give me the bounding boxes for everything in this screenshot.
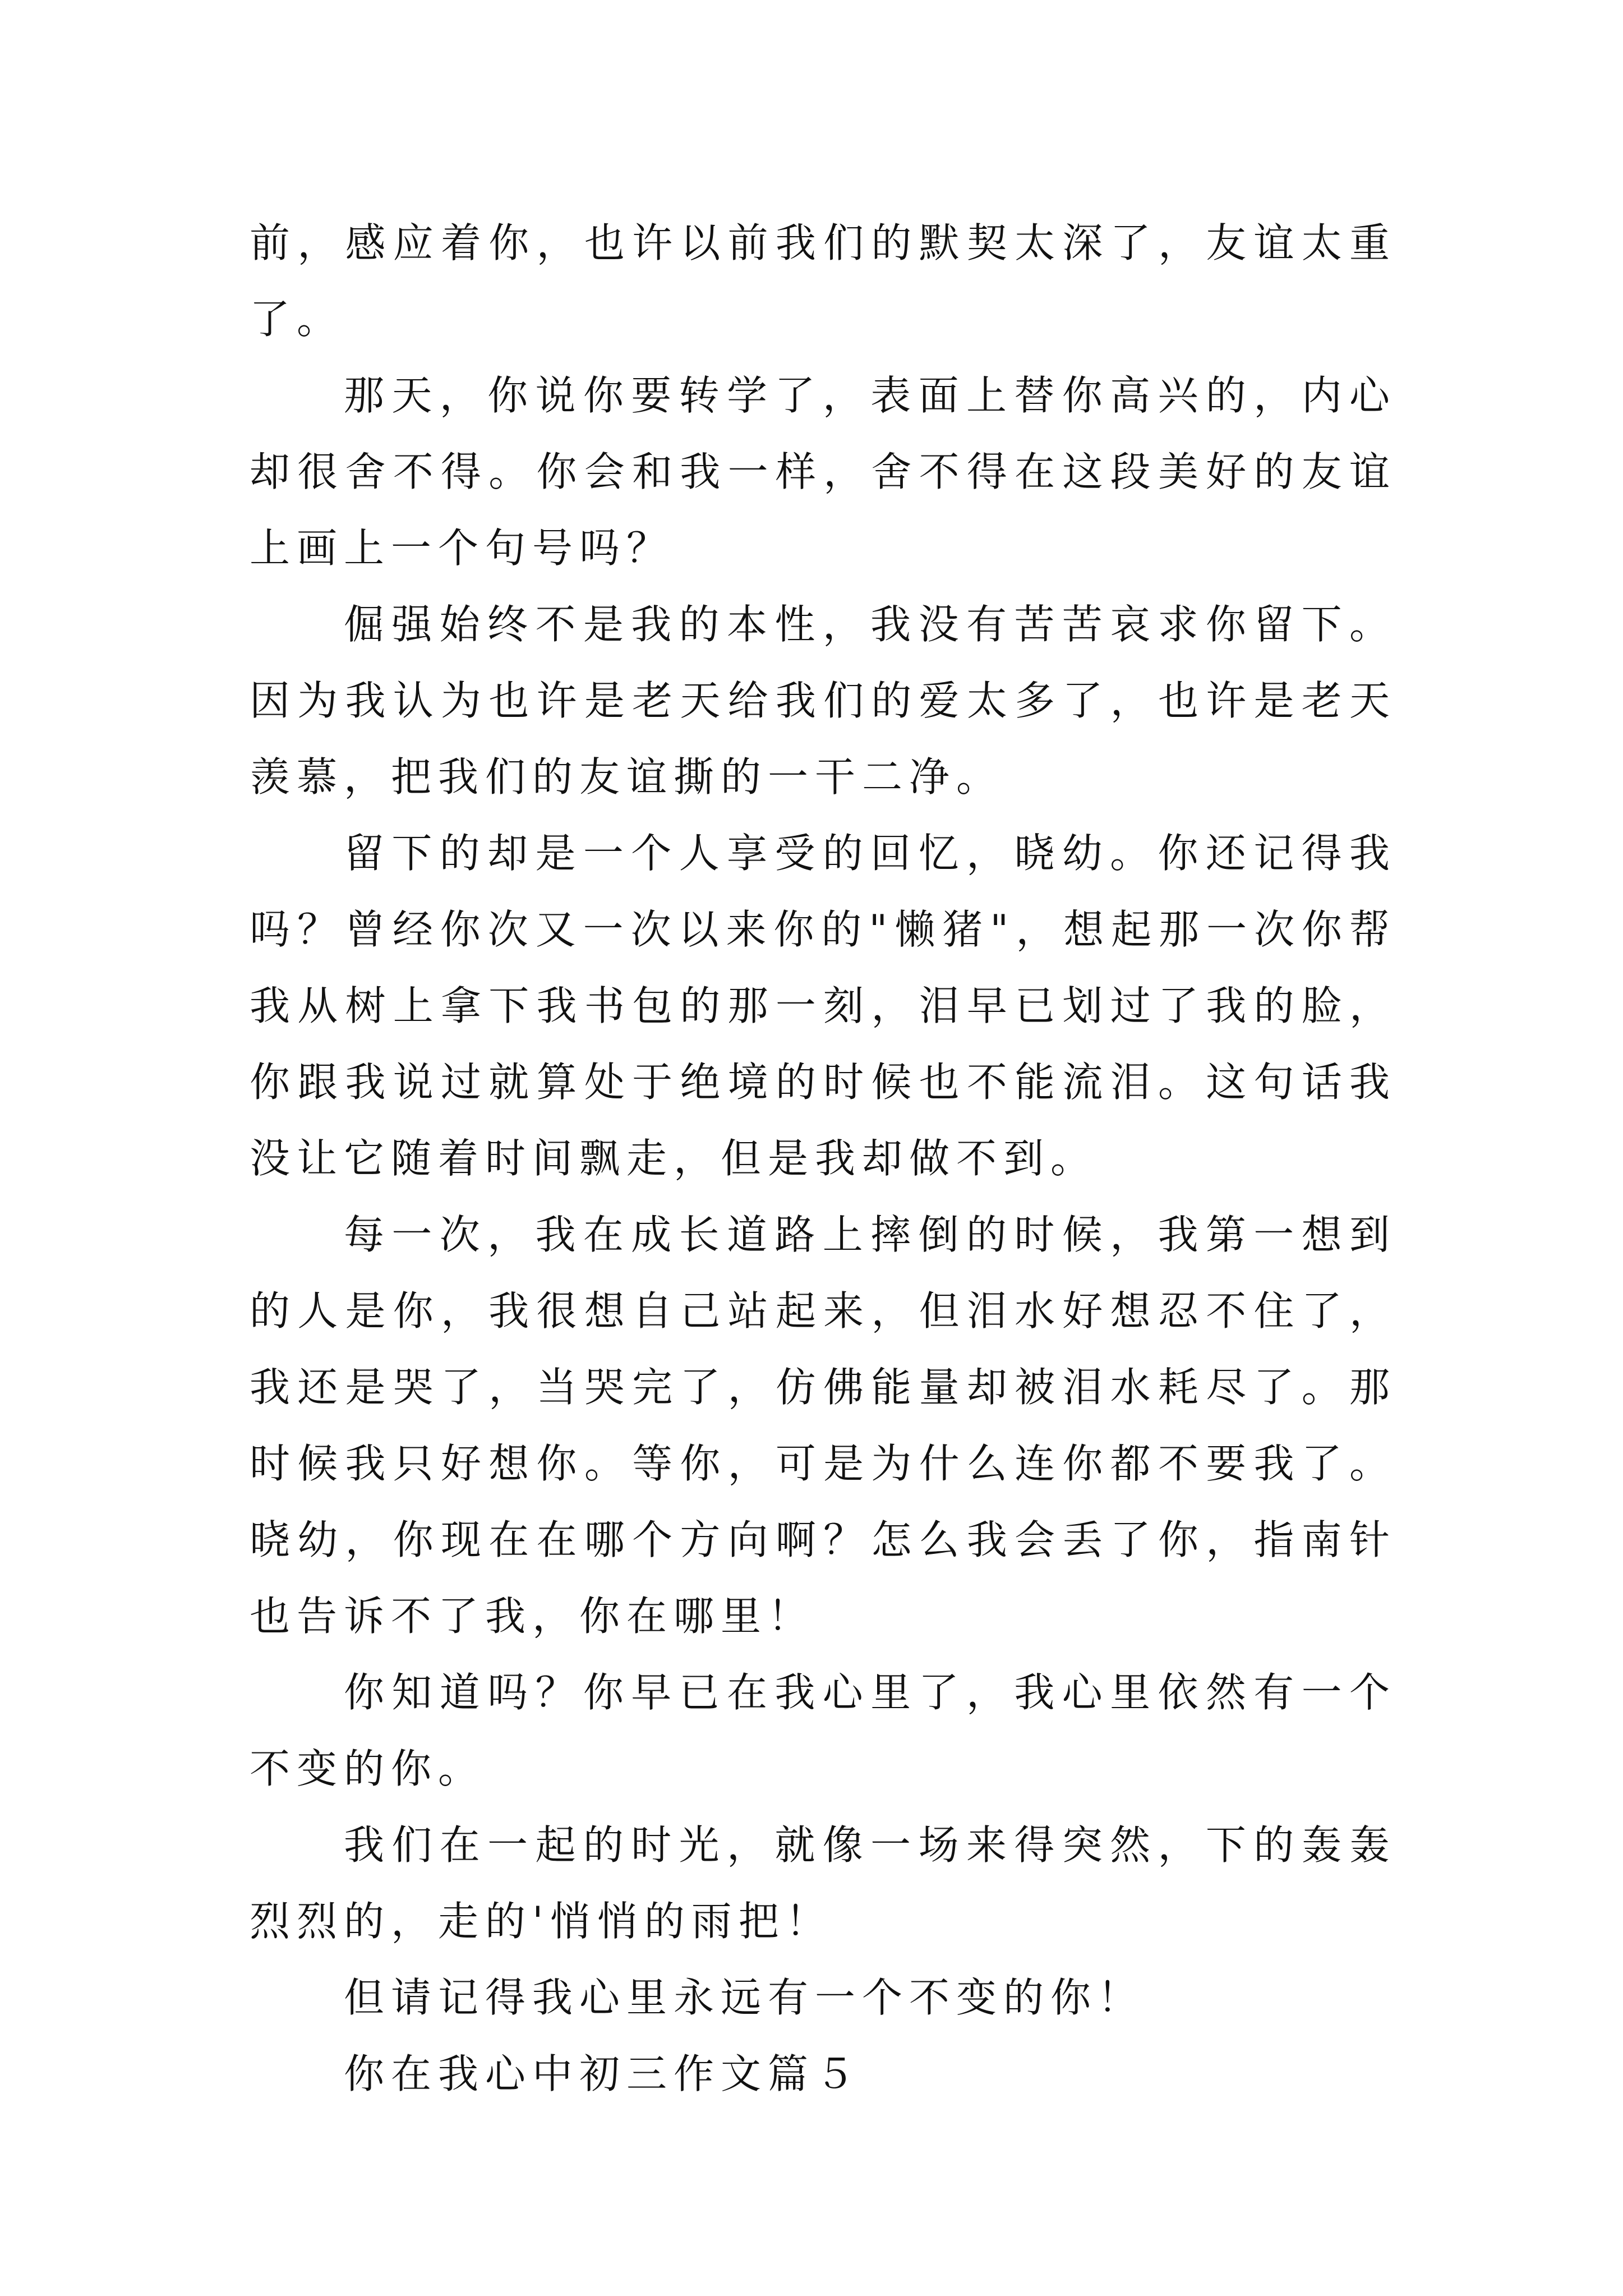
article-body bbox=[250, 205, 1396, 2112]
paragraph-8: 但请记得我心里永远有一个不变的你！ bbox=[344, 1974, 1145, 2021]
paragraph-1: 前，感应着你，也许以前我们的默契太深了，友谊太重了。 bbox=[250, 219, 1396, 343]
paragraph-2: 那天，你说你要转学了，表面上替你高兴的，内心却很舍不得。你会和我一样，舍不得在这段美好的友谊上画上一个句号吗？ bbox=[250, 372, 1396, 572]
paragraph-4: 留下的却是一个人享受的回忆，晓幼。你还记得我吗？曾经你次又一次以来你的"懒猪"，想起那一次你帮我从树上拿下我书包的那一刻，泪早已划过了我的脸，你跟我说过就算处于绝境的时候也不能流泪。这句话我没让它随着时间飘走，但是我却做不到。 bbox=[250, 830, 1396, 1182]
paragraph-3: 倔强始终不是我的本性，我没有苦苦哀求你留下。因为我认为也许是老天给我们的爱太多了，也许是老天羡慕，把我们的友谊撕的一干二净。 bbox=[250, 601, 1396, 800]
paragraph-7: 我们在一起的时光，就像一场来得突然，下的轰轰烈烈的，走的'悄悄的雨把！ bbox=[250, 1821, 1396, 1945]
paragraph-5: 每一次，我在成长道路上摔倒的时候，我第一想到的人是你，我很想自己站起来，但泪水好想忍不住了，我还是哭了，当哭完了，仿佛能量却被泪水耗尽了。那时候我只好想你。等你，可是为什么连你都不要我了。晓幼，你现在在哪个方向啊？怎么我会丢了你，指南针也告诉不了我，你在哪里！ bbox=[250, 1211, 1396, 1640]
paragraph-6: 你知道吗？你早已在我心里了，我心里依然有一个不变的你。 bbox=[250, 1669, 1396, 1792]
section-heading: 你在我心中初三作文篇５ bbox=[344, 2050, 863, 2097]
